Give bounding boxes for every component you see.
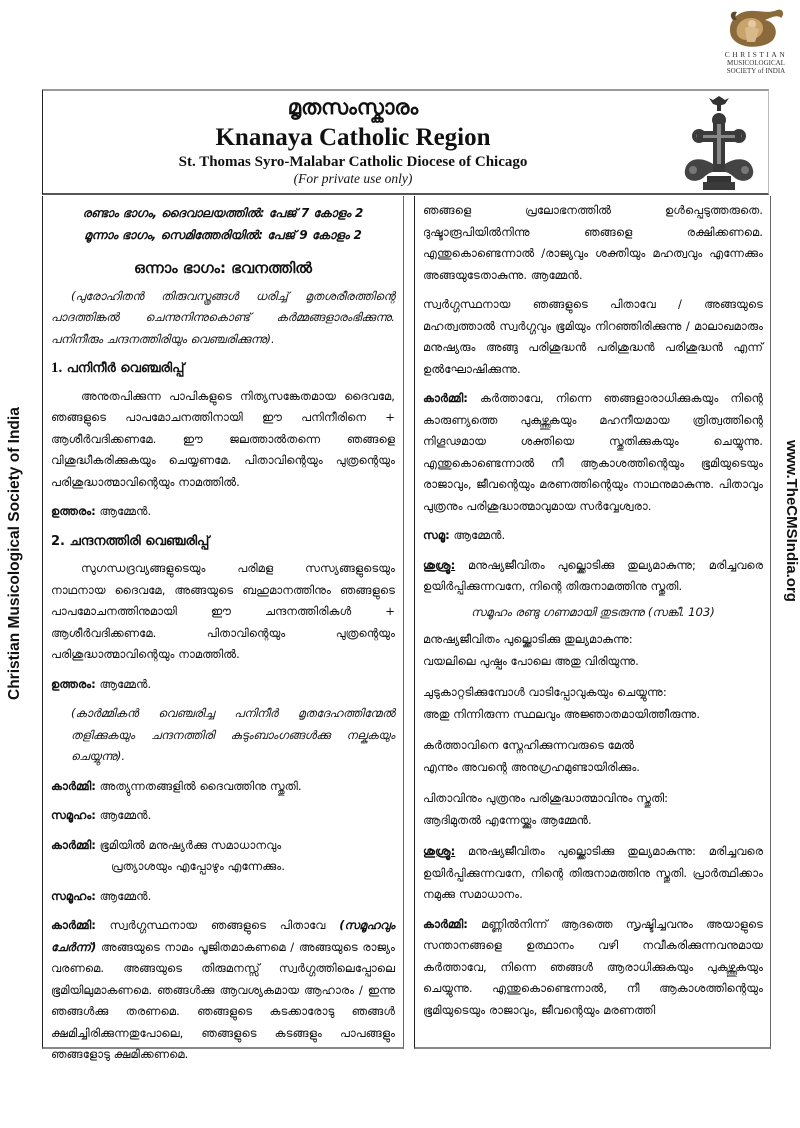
community-label: സമൂ: <box>423 528 450 542</box>
verse-line: എന്നും അവന്റെ അനുഗ്രഹമുണ്ടായിരിക്കും. <box>423 759 640 774</box>
society-logo <box>716 6 796 82</box>
community-line-1 <box>51 805 395 827</box>
section-1-number: 1. <box>51 360 63 376</box>
verse-line: ചുടുകാറ്റടിക്കുമ്പോൾ വാടിപ്പോവുകയും ചെയ്യുന്നു: <box>423 685 667 699</box>
section-2-number: 2. <box>51 533 65 549</box>
verse-line: കർത്താവിനെ സ്നേഹിക്കുന്നവരുടെ മേൽ <box>423 738 634 752</box>
lords-prayer-rubric: (സമൂഹവും ചേർന്ന്) <box>51 918 396 954</box>
celebrant-label: കാർമ്മി: <box>51 918 96 932</box>
reference-part-3: മൂന്നാം ഭാഗം, സെമിത്തേരിയിൽ: പേജ് 9 കോളം 2 <box>84 228 362 242</box>
community-text: ആമ്മേൻ. <box>453 528 506 542</box>
response-text: ആമ്മേൻ. <box>99 504 152 518</box>
response-2 <box>51 674 395 696</box>
verse-line: ആദിമുതൽ എന്നേയ്ക്കും ആമ്മേൻ. <box>423 812 592 827</box>
subtitle: St. Thomas Syro-Malabar Catholic Diocese of Chicago <box>178 154 528 170</box>
opening-rubric: (പുരോഹിതൻ തിരുവസ്ത്രങ്ങൾ ധരിച്ച് മൃതശരീരത്തിന്റെ പാദത്തിങ്കൽ ചെന്നുനിന്നുകൊണ്ട് കർമ്മങ്ങളാരംഭിക്കുന്നു. പനിനീരും ചന്ദനത്തിരിയും വെഞ്ചരിക്കുന്നു). <box>51 288 395 346</box>
reference-part-2: രണ്ടാം ഭാഗം, ദൈവാലയത്തിൽ: പേജ് 7 കോളം 2 <box>82 206 364 220</box>
lords-prayer <box>51 915 395 1066</box>
section-2-prayer: സുഗന്ധദ്രവ്യങ്ങളുടെയും പരിമള സസ്യങ്ങളുടെയും നാഥനായ ദൈവമേ, അങ്ങയുടെ ബഹുമാനത്തിനും ഞങ്ങളുടെ പാപമോചനത്തിനുമായി ഈ ചന്ദനത്തിരികൾ + ആശീർവദിക്കണമേ. പിതാവിന്റെയും പുത്രന്റെയും പരിശുദ്ധാത്മാവിന്റെയും നാമത്തിൽ. <box>51 561 395 661</box>
side-text-society: Christian Musicological Society of India <box>6 407 23 700</box>
blessing-rubric: (കാർമ്മികൻ വെഞ്ചരിച്ച പനിനീർ മൃതദേഹത്തിന്മേൽ തളിക്കുകയും ചന്ദനത്തിരി കുടുംബാംഗങ്ങൾക്കു നല്കുകയും ചെയ്യുന്നു). <box>71 706 395 763</box>
angel-logo-icon <box>725 6 787 50</box>
lords-prayer-text: അങ്ങയുടെ നാമം പൂജിതമാകണമെ / അങ്ങയുടെ രാജ്യം വരണമെ. അങ്ങയുടെ തിരുമനസ്സ് സ്വർഗ്ഗത്തിലെപ്പോലെ ഭൂമിയിലുമാകണമെ. ഞങ്ങൾക്കു ആവശ്യകമായ ആഹാരം / ഇന്നു ഞങ്ങൾക്കു തരണമെ. ഞങ്ങളുടെ കടക്കാരോടു ഞങ്ങൾ ക്ഷമിച്ചിരിക്കുന്നതുപോലെ, ഞങ്ങളുടെ കടങ്ങളും പാപങ്ങളും ഞങ്ങളോടു ക്ഷമിക്കണമെ. <box>51 939 395 1061</box>
celebrant-text-line-2: പ്രത്യാശയും എപ്പോഴും എന്നേക്കും. <box>111 859 285 873</box>
response-1 <box>51 501 395 523</box>
section-1-heading <box>51 358 395 380</box>
lords-prayer-continued: ഞങ്ങളെ പ്രലോഭനത്തിൽ ഉൾപ്പെടുത്തരുതെ. ദുഷ്ടാരൂപിയിൽനിന്നു ഞങ്ങളെ രക്ഷിക്കണമെ. എന്തുകൊണ്ടെന്നാൽ /രാജ്യവും ശക്തിയും മഹത്വവും എന്നേക്കും അങ്ങയുടേതാകുന്നു. ആമ്മേൻ. <box>423 203 763 282</box>
verse-line: പിതാവിനും പുത്രനും പരിശുദ്ധാത്മാവിനും സ്തുതി: <box>423 791 669 805</box>
psalm-verse-1 <box>423 629 763 672</box>
community-label: സമൂഹം: <box>51 808 96 822</box>
logo-line-2: MUSICOLOGICAL <box>727 59 785 67</box>
section-1-title: പനിനീർ വെഞ്ചരിപ്പ് <box>66 361 185 376</box>
community-text: ആമ്മേൻ. <box>99 808 152 822</box>
celebrant-text: അത്യുന്നതങ്ങളിൽ ദൈവത്തിനു സ്തുതി. <box>99 778 302 793</box>
section-2-title: ചന്ദനത്തിരി വെഞ്ചരിപ്പ് <box>69 533 210 549</box>
response-label: ഉത്തരം: <box>51 504 96 518</box>
logo-line-1: CHRISTIAN <box>724 50 788 59</box>
community-response <box>423 525 763 547</box>
response-text: ആമ്മേൻ. <box>99 676 152 691</box>
private-use-note: (For private use only) <box>293 171 413 186</box>
response-label: ഉത്തരം: <box>51 676 96 691</box>
deacon-label: ശുശ്രൂ: <box>423 557 456 572</box>
celebrant-text: മണ്ണിൽനിന്ന് ആദത്തെ സൃഷ്ടിച്ചവനും അയാളുടെ സന്താനങ്ങളെ ഉത്ഥാനം വഴി നവീകരിക്കുന്നവനുമായ കർത്താവേ, നിന്നെ ഞങ്ങൾ ആരാധിക്കുകയും പുകഴ്ത്തുകയും ചെയ്യുന്നു. എന്തുകൊണ്ടെന്നാൽ, നീ ആകാശത്തിന്റെയും ഭൂമിയുടെയും രാജാവും, ജീവന്റെയും മരണത്തി <box>423 916 764 1017</box>
doxology: സ്വർഗ്ഗസ്ഥനായ ഞങ്ങളുടെ പിതാവേ / അങ്ങയുടെ മഹത്വത്താൽ സ്വർഗ്ഗവും ഭൂമിയും നിറഞ്ഞിരിക്കുന്നു / മാലാഖമാരും മനുഷ്യരും അങ്ങു പരിശുദ്ധൻ പരിശുദ്ധൻ പരിശുദ്ധൻ എന്ന് ഉൽഘോഷിക്കുന്നു. <box>423 297 763 376</box>
psalm-verse-4 <box>423 788 763 831</box>
celebrant-line-1 <box>51 776 395 798</box>
celebrant-label: കാർമ്മി: <box>423 916 468 931</box>
title-english: Knanaya Catholic Region <box>215 124 491 151</box>
community-text: ആമ്മേൻ. <box>99 888 152 903</box>
psalm-rubric: സമൂഹം രണ്ടു ഗണമായി തുടരുന്നു (സങ്കീ. 103) <box>471 604 715 619</box>
celebrant-label: കാർമ്മി: <box>423 391 468 405</box>
document-header <box>42 89 769 195</box>
deacon-label: ശുശ്രൂ: <box>423 844 456 858</box>
psalm-verse-3 <box>423 735 763 778</box>
verse-line: മനുഷ്യജീവിതം പുല്ക്കൊടിക്കു തുല്യമാകുന്നു: <box>423 632 633 646</box>
logo-line-3: SOCIETY of INDIA <box>726 67 786 75</box>
celebrant-text-line-1: ഭൂമിയിൽ മനുഷ്യർക്കു സമാധാനവും <box>99 837 282 852</box>
verse-line: അതു നിന്നിരുന്ന സ്ഥലവും അജ്ഞാതമായിത്തീരുന്നു. <box>423 706 701 721</box>
verse-line: വയലിലെ പുഷ്പം പോലെ അതു വിരിയുന്നു. <box>423 653 639 668</box>
lords-prayer-start: സ്വർഗ്ഗസ്ഥനായ ഞങ്ങളുടെ പിതാവേ <box>109 918 326 932</box>
title-malayalam: മൃതസംസ്കാരം <box>287 95 419 119</box>
celebrant-line-2 <box>51 835 395 878</box>
celebrant-prayer-2 <box>423 914 763 1022</box>
right-column <box>414 196 771 1049</box>
celebrant-prayer-1 <box>423 388 763 517</box>
part-one-heading: ഒന്നാം ഭാഗം: ഭവനത്തിൽ <box>134 259 312 277</box>
celebrant-label: കാർമ്മി: <box>51 778 96 793</box>
section-2-heading <box>51 531 395 553</box>
psalm-verse-2 <box>423 682 763 725</box>
section-1-prayer: അനുതപിക്കുന്ന പാപികളുടെ നിത്യസങ്കേതമായ ദൈവമേ, ഞങ്ങളുടെ പാപമോചനത്തിനായി ഈ പനിനീരിനെ + ആശീർവദിക്കണമേ. ഈ ജലത്താൽതന്നെ ഞങ്ങളെ വിശുദ്ധീകരിക്കുകയും ചെയ്യണമേ. പിതാവിന്റെയും പുത്രന്റെയും പരിശുദ്ധാത്മാവിന്റെയും നാമത്തിൽ. <box>51 388 395 489</box>
deacon-line-2 <box>423 841 763 906</box>
community-line-2 <box>51 886 395 908</box>
community-label: സമൂഹം: <box>51 888 96 903</box>
cross-emblem-icon <box>669 94 769 194</box>
left-column <box>42 196 404 1061</box>
side-text-website[interactable]: www.TheCMSIndia.org <box>783 440 800 602</box>
page-references <box>51 202 395 246</box>
celebrant-text: കർത്താവേ, നിന്നെ ഞങ്ങളാരാധിക്കുകയും നിന്റെ കാരുണ്യത്തെ പുകഴ്ത്തുകയും മഹനീയമായ ത്രിത്വത്തിന്റെ നിഗൂഢമായ ശക്തിയെ സ്തുതിക്കുകയും ചെയ്യുന്നു. എന്തുകൊണ്ടെന്നാൽ നീ ആകാശത്തിന്റെയും ഭൂമിയുടെയും രാജാവും, ജീവന്റെയും മരണത്തിന്റെയും നാഥനുമാകുന്നു. പിതാവും പുത്രനും പരിശുദ്ധാത്മാവുമായ സർവ്വേശ്വരാ. <box>423 391 764 513</box>
deacon-text: മനുഷ്യജീവിതം പുല്ക്കൊടിക്കു തുല്യമാകുന്നു: മരിച്ചവരെ ഉയിർപ്പിക്കുന്നവനേ, നിന്റെ തിരുനാമത്തിനു സ്തുതി. പ്രാർത്ഥിക്കാം നമുക്കു സമാധാനം. <box>423 844 764 901</box>
deacon-line-1 <box>423 555 763 598</box>
deacon-text: മനുഷ്യജീവിതം പുല്ക്കൊടിക്കു തുല്യമാകുന്നു; മരിച്ചവരെ ഉയിർപ്പിക്കുന്നവനേ, നിന്റെ തിരുനാമത്തിനു സ്തുതി. <box>423 557 764 593</box>
celebrant-label: കാർമ്മി: <box>51 837 96 852</box>
